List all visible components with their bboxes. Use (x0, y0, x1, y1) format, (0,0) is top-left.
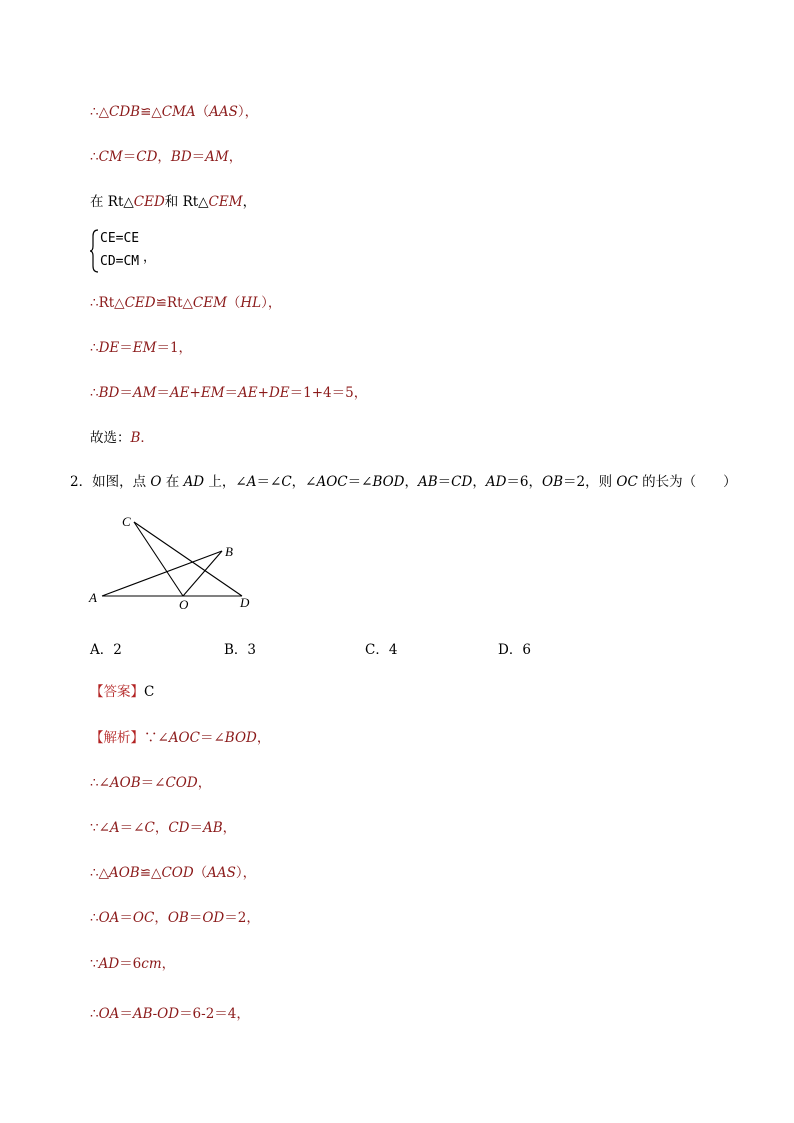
question-2-text: 2．如图，点 O 在 AD 上，∠A＝∠C，∠AOC＝∠BOD，AB＝CD，AD＝6，OB＝2，则 OC 的长为（ ） (70, 474, 737, 490)
segment-co (134, 522, 183, 596)
question-number: 2． (70, 474, 93, 490)
left-brace-icon (90, 228, 100, 274)
analysis-line-3: ∵∠A＝∠C，CD＝AB， (90, 820, 237, 836)
label-b: B (225, 544, 233, 559)
geometry-figure (86, 508, 266, 613)
answer-tag: 【答案】 (90, 684, 144, 700)
solution-line-6: ∴DE＝EM＝1， (90, 340, 193, 356)
option-a[interactable]: A．2 (90, 642, 122, 658)
solution-line-1: ∴△CDB≌△CMA（AAS）， (90, 104, 259, 120)
equation-system (90, 228, 170, 274)
analysis-line-2: ∴∠AOB＝∠COD， (90, 775, 212, 791)
analysis-line-6: ∵AD＝6cm， (90, 956, 176, 972)
option-b[interactable]: B．3 (224, 642, 257, 658)
option-c[interactable]: C．4 (365, 642, 398, 658)
answer-line (90, 683, 154, 701)
system-row-1: CE=CE (100, 231, 140, 246)
solution-line-2: ∴CM＝CD，BD＝AM， (90, 149, 243, 165)
segment-ab (102, 551, 222, 596)
answer-value: C (144, 684, 155, 700)
system-row-2: CD=CM (100, 254, 140, 269)
label-a: A (89, 590, 97, 605)
solution-line-8: 故选：B． (90, 430, 154, 446)
solution-line-3: 在 Rt△CED和 Rt△CEM， (90, 194, 257, 210)
analysis-line-5: ∴OA＝OC，OB＝OD＝2， (90, 910, 260, 926)
analysis-line-7: ∴OA＝AB-OD＝6-2＝4， (90, 1006, 250, 1022)
solution-line-5: ∴Rt△CED≌Rt△CEM（HL）， (90, 295, 282, 311)
analysis-line-4: ∴△AOB≌△COD（AAS）， (90, 865, 257, 881)
segment-cd (134, 522, 242, 596)
analysis-line-1: 【解析】∵∠AOC＝∠BOD， (90, 730, 271, 746)
label-c: C (122, 514, 131, 529)
label-o: O (179, 597, 189, 612)
option-d[interactable]: D．6 (498, 642, 531, 658)
solution-line-7: ∴BD＝AM＝AE+EM＝AE+DE＝1+4＝5， (90, 385, 368, 401)
label-d: D (240, 595, 250, 610)
system-tail: ， (143, 250, 157, 265)
analysis-tag: 【解析】 (90, 730, 144, 746)
